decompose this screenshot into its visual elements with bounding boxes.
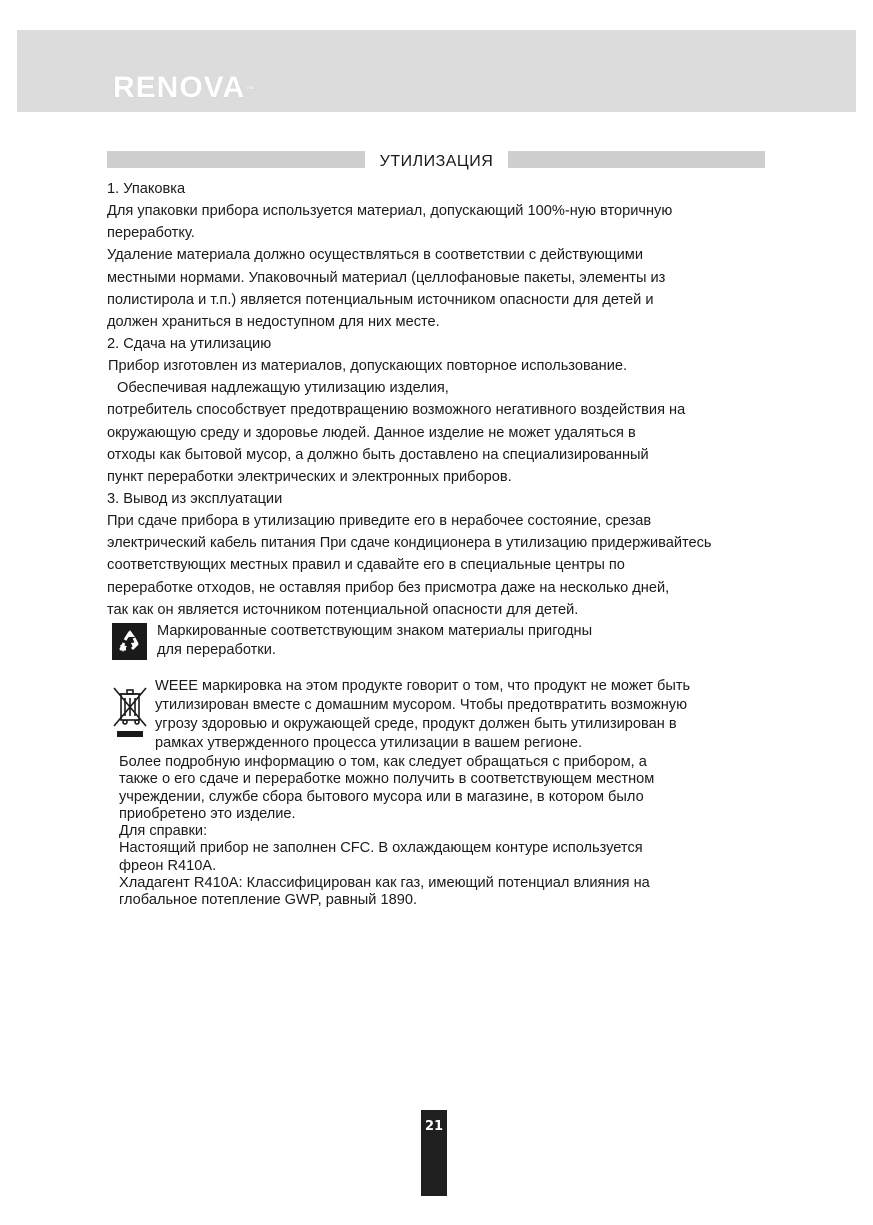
recycle-note-line: Маркированные соответствующим знаком материалы пригодны: [157, 623, 593, 639]
body-line: При сдаче прибора в утилизацию приведите его в нерабочее состояние, срезав: [107, 513, 652, 530]
body-line: так как он является источником потенциальной опасности для детей.: [107, 601, 579, 618]
info-line: фреон R410A.: [119, 857, 217, 874]
recycle-note: [157, 622, 592, 660]
body-line: Прибор изготовлен из материалов, допускающих повторное использование.: [108, 358, 628, 375]
weee-note-line: рамках утвержденного процесса утилизации в вашем регионе.: [155, 735, 583, 751]
weee-crossed-bin-icon: [110, 684, 150, 740]
body-line: 1. Упаковка: [107, 181, 186, 197]
body-line: Обеспечивая надлежащую утилизацию изделия,: [117, 380, 449, 397]
page-number: 21: [421, 1110, 447, 1196]
body-line: пункт переработки электрических и электронных приборов.: [107, 468, 512, 485]
recycle-icon: [112, 623, 147, 660]
title-bar-right: [508, 151, 765, 168]
section-title: УТИЛИЗАЦИЯ: [379, 153, 494, 170]
body-line: 2. Сдача на утилизацию: [107, 335, 272, 352]
body-line: электрический кабель питания При сдаче кондиционера в утилизацию придерживайтесь: [107, 535, 712, 552]
body-line: 3. Вывод из эксплуатации: [107, 490, 283, 507]
body-line: соответствующих местных правил и сдавайте его в специальные центры по: [107, 557, 625, 574]
info-line: Более подробную информацию о том, как следует обращаться с прибором, а: [119, 754, 647, 770]
weee-note-line: угрозу здоровью и окружающей среде, продукт должен быть утилизирован в: [155, 716, 677, 732]
body-line: окружающую среду и здоровье людей. Данное изделие не может удаляться в: [107, 424, 636, 441]
weee-note-line: утилизирован вместе с домашним мусором. Чтобы предотвратить возможную: [155, 697, 688, 713]
recycle-note-line: для переработки.: [157, 642, 276, 658]
body-line: переработке отходов, не оставляя прибор без присмотра даже на несколько дней,: [107, 579, 670, 596]
body-line: Для упаковки прибора используется материал, допускающий 100%-ную вторичную: [107, 203, 673, 220]
info-line: глобальное потепление GWP, равный 1890.: [119, 892, 418, 909]
body-line: потребитель способствует предотвращению возможного негативного воздействия на: [107, 402, 686, 419]
info-line: приобретено это изделие.: [119, 805, 296, 822]
info-line: учреждении, службе сбора бытового мусора или в магазине, в котором было: [119, 788, 644, 805]
body-text: [107, 178, 777, 621]
info-line: также о его сдаче и переработке можно получить в соответствующем местном: [119, 771, 655, 788]
info-text: [119, 754, 654, 910]
brand-logo: RENOVA™: [113, 71, 256, 104]
body-line: Удаление материала должно осуществляться в соответствии с действующими: [107, 247, 643, 264]
body-line: должен храниться в недоступном для них месте.: [107, 313, 440, 330]
info-line: Хладагент R410A: Классифицирован как газ, имеющий потенциал влияния на: [119, 875, 650, 892]
body-line: местными нормами. Упаковочный материал (целлофановые пакеты, элементы из: [107, 269, 666, 286]
body-line: переработку.: [107, 225, 195, 242]
info-line: Для справки:: [119, 823, 208, 840]
body-line: отходы как бытовой мусор, а должно быть доставлено на специализированный: [107, 446, 649, 463]
weee-note-line: WEEE маркировка на этом продукте говорит о том, что продукт не может быть: [155, 678, 691, 694]
body-line: полистирола и т.п.) является потенциальным источником опасности для детей и: [107, 291, 654, 308]
weee-note: [155, 677, 690, 753]
info-line: Настоящий прибор не заполнен CFC. В охлаждающем контуре используется: [119, 840, 643, 857]
title-bar-left: [107, 151, 365, 168]
